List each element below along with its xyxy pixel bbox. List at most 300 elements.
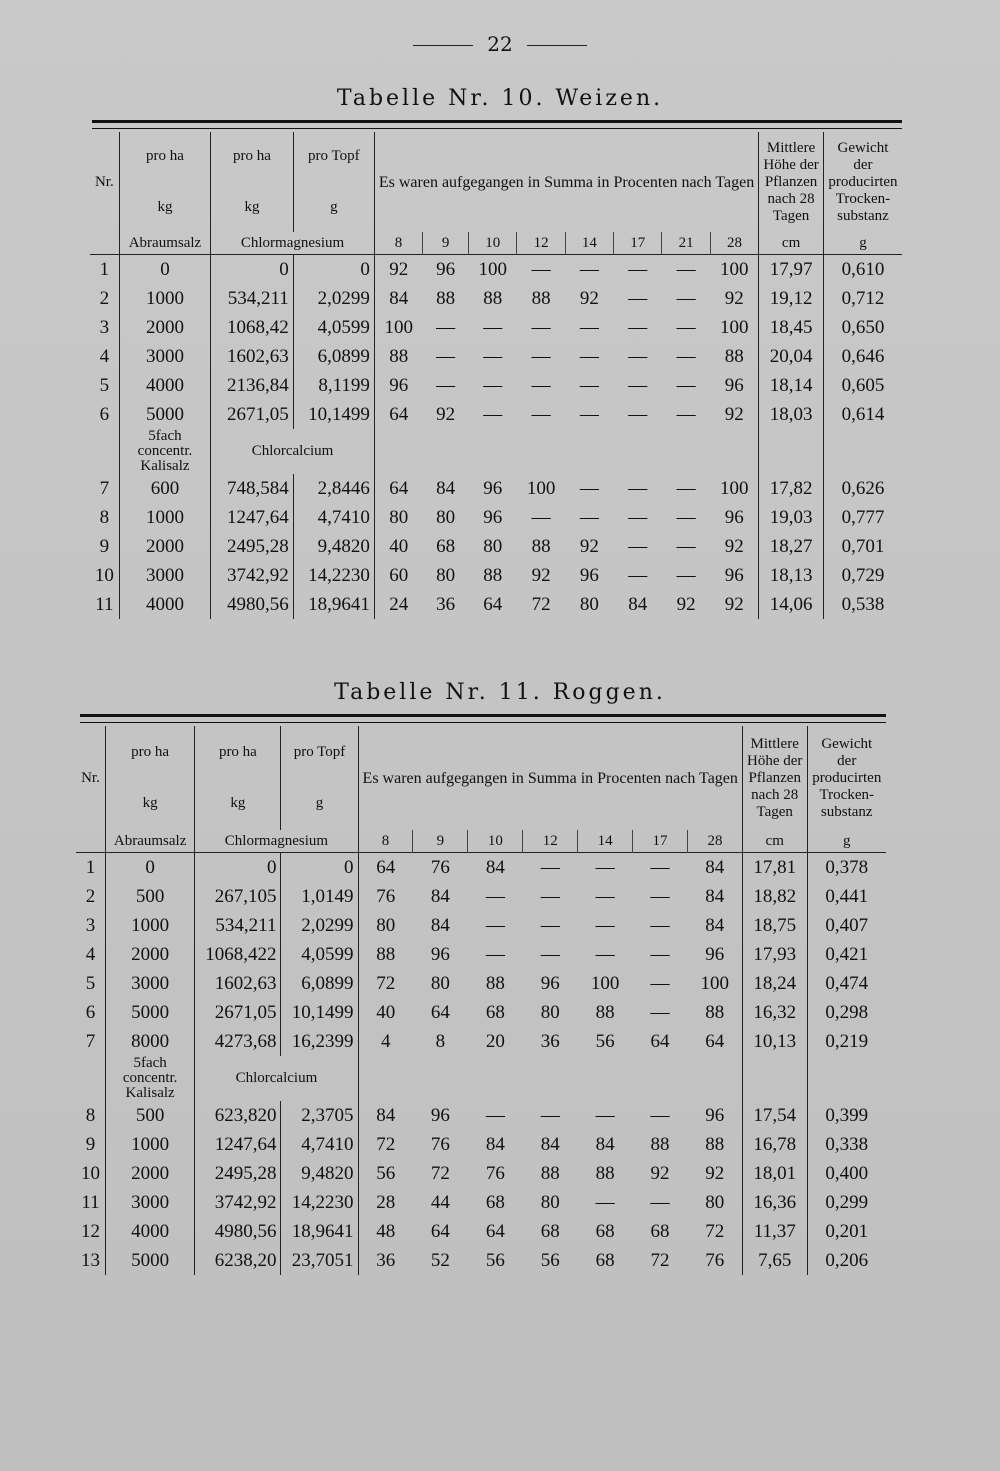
table-row bbox=[90, 400, 902, 429]
table-row bbox=[90, 284, 902, 313]
cell-percent: — bbox=[676, 535, 696, 557]
cell-hoehe: 19,03 bbox=[759, 503, 824, 532]
cell-percent: 88 bbox=[650, 1133, 670, 1155]
row-nr: 4 bbox=[85, 943, 96, 965]
cell-percent: 64 bbox=[374, 474, 422, 503]
table11-title: Tabelle Nr. 11. Roggen. bbox=[334, 680, 666, 705]
table-row bbox=[90, 532, 902, 561]
cell-percent: — bbox=[628, 258, 648, 280]
table-row bbox=[90, 474, 902, 503]
table11 bbox=[76, 726, 886, 1275]
cell-hoehe: 17,82 bbox=[759, 474, 824, 503]
cell-hoehe: 18,01 bbox=[742, 1159, 807, 1188]
cell-percent: 92 bbox=[579, 535, 599, 557]
day-header: 9 bbox=[413, 830, 468, 853]
cell-percent: — bbox=[628, 535, 648, 557]
col-gewicht: Gewicht der producirten Trocken-substanz bbox=[823, 132, 902, 232]
cell-percent: 100 bbox=[478, 258, 507, 280]
cell-hoehe: 18,13 bbox=[759, 561, 824, 590]
row-nr: 12 bbox=[80, 1220, 100, 1242]
cell-percent: — bbox=[650, 885, 670, 907]
cell-percent: 72 bbox=[531, 593, 551, 615]
cell-percent: — bbox=[531, 316, 551, 338]
cell-percent: — bbox=[628, 374, 648, 396]
cell-percent: — bbox=[676, 477, 696, 499]
cell-percent: — bbox=[595, 1104, 615, 1126]
cell-percent: 92 bbox=[724, 535, 744, 557]
cell-gewicht: 0,605 bbox=[823, 371, 902, 400]
cell-hoehe: 17,97 bbox=[759, 255, 824, 285]
row-nr: 5 bbox=[85, 972, 96, 994]
cell-percent: 88 bbox=[724, 345, 744, 367]
cell-percent: 92 bbox=[650, 1162, 670, 1184]
cell-percent: 92 bbox=[436, 403, 456, 425]
cell-gewicht: 0,650 bbox=[823, 313, 902, 342]
cell-pro-topf: 1,0149 bbox=[281, 882, 358, 911]
cell-pro-topf: 18,9641 bbox=[293, 590, 374, 619]
col-hoehe: Mittlere Höhe der Pflanzen nach 28 Tagen bbox=[759, 132, 824, 232]
cell-gewicht: 0,610 bbox=[823, 255, 902, 285]
unit-cm: cm bbox=[742, 830, 807, 853]
cell-pro-topf: 4,7410 bbox=[293, 503, 374, 532]
cell-abraumsalz: 1000 bbox=[105, 911, 194, 940]
cell-percent: 92 bbox=[374, 255, 422, 285]
row-nr: 4 bbox=[99, 345, 110, 367]
row-nr: 8 bbox=[85, 1104, 96, 1126]
cell-percent: — bbox=[628, 403, 648, 425]
cell-percent: 76 bbox=[358, 882, 413, 911]
cell-percent: 84 bbox=[436, 477, 456, 499]
col-pro-topf: pro Topf g bbox=[293, 132, 374, 232]
cell-percent: 96 bbox=[724, 374, 744, 396]
table-row bbox=[76, 911, 886, 940]
table-row bbox=[76, 940, 886, 969]
row-nr: 3 bbox=[99, 316, 110, 338]
cell-percent: 88 bbox=[705, 1133, 725, 1155]
cell-percent: 80 bbox=[579, 593, 599, 615]
cell-abraumsalz: 0 bbox=[119, 255, 211, 285]
col-es-waren: Es waren aufgegangen in Summa in Procenten nach Tagen bbox=[358, 726, 742, 830]
cell-percent: 40 bbox=[374, 532, 422, 561]
cell-percent: 68 bbox=[595, 1220, 615, 1242]
cell-hoehe: 17,54 bbox=[742, 1101, 807, 1130]
cell-percent: 96 bbox=[579, 564, 599, 586]
cell-percent: — bbox=[483, 403, 503, 425]
cell-abraumsalz: 3000 bbox=[105, 969, 194, 998]
cell-hoehe: 18,45 bbox=[759, 313, 824, 342]
cell-percent: 96 bbox=[436, 258, 456, 280]
col-pro-ha-chlormagnesium: pro ha kg bbox=[195, 726, 281, 830]
col-pro-ha-abraumsalz: pro ha kg bbox=[119, 132, 211, 232]
cell-percent: 36 bbox=[358, 1246, 413, 1275]
cell-hoehe: 10,13 bbox=[742, 1027, 807, 1056]
cell-percent: 64 bbox=[650, 1030, 670, 1052]
cell-percent: — bbox=[650, 1001, 670, 1023]
cell-percent: — bbox=[485, 1104, 505, 1126]
cell-percent: — bbox=[595, 943, 615, 965]
cell-hoehe: 17,93 bbox=[742, 940, 807, 969]
cell-pro-ha: 1602,63 bbox=[195, 969, 281, 998]
day-header: 8 bbox=[374, 232, 422, 255]
cell-percent: 88 bbox=[540, 1162, 560, 1184]
table-row bbox=[76, 1159, 886, 1188]
cell-pro-topf: 2,0299 bbox=[293, 284, 374, 313]
row-nr: 5 bbox=[99, 374, 110, 396]
cell-percent: 100 bbox=[720, 316, 749, 338]
cell-pro-ha: 2495,28 bbox=[195, 1159, 281, 1188]
day-header: 10 bbox=[469, 232, 517, 255]
cell-percent: 92 bbox=[676, 593, 696, 615]
label-chlormagnesium: Chlormagnesium bbox=[195, 830, 358, 853]
label-kalisalz: 5fach concentr. Kalisalz bbox=[105, 1056, 194, 1101]
table-row bbox=[90, 342, 902, 371]
cell-percent: 20 bbox=[485, 1030, 505, 1052]
cell-percent: 64 bbox=[430, 1220, 450, 1242]
cell-percent: 28 bbox=[358, 1188, 413, 1217]
cell-percent: 96 bbox=[540, 972, 560, 994]
cell-percent: — bbox=[540, 856, 560, 878]
cell-percent: — bbox=[579, 477, 599, 499]
cell-percent: — bbox=[436, 374, 456, 396]
cell-percent: 4 bbox=[358, 1027, 413, 1056]
col-hoehe: Mittlere Höhe der Pflanzen nach 28 Tagen bbox=[742, 726, 807, 830]
table-row bbox=[76, 1130, 886, 1159]
cell-percent: 80 bbox=[540, 1191, 560, 1213]
cell-gewicht: 0,614 bbox=[823, 400, 902, 429]
table-row bbox=[76, 882, 886, 911]
cell-percent: 80 bbox=[436, 564, 456, 586]
cell-gewicht: 0,729 bbox=[823, 561, 902, 590]
cell-percent: — bbox=[579, 506, 599, 528]
cell-abraumsalz: 500 bbox=[105, 1101, 194, 1130]
cell-percent: — bbox=[595, 1191, 615, 1213]
cell-hoehe: 18,75 bbox=[742, 911, 807, 940]
cell-percent: 92 bbox=[724, 403, 744, 425]
row-nr: 2 bbox=[99, 287, 110, 309]
cell-percent: 68 bbox=[485, 1191, 505, 1213]
cell-pro-ha: 4273,68 bbox=[195, 1027, 281, 1056]
cell-percent: 36 bbox=[436, 593, 456, 615]
cell-pro-topf: 23,7051 bbox=[281, 1246, 358, 1275]
cell-abraumsalz: 600 bbox=[119, 474, 211, 503]
label-chlorcalcium: Chlorcalcium bbox=[195, 1056, 358, 1101]
day-header: 17 bbox=[614, 232, 662, 255]
row-nr: 8 bbox=[99, 506, 110, 528]
cell-abraumsalz: 1000 bbox=[105, 1130, 194, 1159]
cell-percent: — bbox=[650, 914, 670, 936]
day-header: 12 bbox=[523, 830, 578, 853]
cell-percent: 88 bbox=[595, 1001, 615, 1023]
cell-percent: — bbox=[676, 316, 696, 338]
cell-percent: — bbox=[650, 972, 670, 994]
cell-percent: 100 bbox=[374, 313, 422, 342]
table-row bbox=[76, 1188, 886, 1217]
day-header: 17 bbox=[633, 830, 688, 853]
cell-percent: — bbox=[595, 914, 615, 936]
cell-hoehe: 18,03 bbox=[759, 400, 824, 429]
cell-pro-ha: 1068,42 bbox=[211, 313, 294, 342]
row-nr: 13 bbox=[80, 1249, 100, 1271]
cell-percent: 100 bbox=[526, 477, 556, 499]
cell-percent: 72 bbox=[358, 1130, 413, 1159]
col-gewicht: Gewicht der producirten Trocken-substanz bbox=[807, 726, 886, 830]
cell-abraumsalz: 2000 bbox=[105, 1159, 194, 1188]
row-nr: 6 bbox=[99, 403, 110, 425]
cell-abraumsalz: 0 bbox=[105, 853, 194, 883]
row-nr: 11 bbox=[95, 593, 114, 615]
cell-percent: — bbox=[485, 885, 505, 907]
day-header: 14 bbox=[565, 232, 613, 255]
cell-percent: — bbox=[483, 345, 503, 367]
col-pro-ha-chlormagnesium: pro ha kg bbox=[211, 132, 294, 232]
cell-percent: 68 bbox=[540, 1220, 560, 1242]
cell-percent: 84 bbox=[705, 856, 725, 878]
cell-percent: 80 bbox=[483, 535, 503, 557]
cell-pro-topf: 2,3705 bbox=[281, 1101, 358, 1130]
cell-percent: 88 bbox=[358, 940, 413, 969]
cell-pro-ha: 1247,64 bbox=[195, 1130, 281, 1159]
unit-g: g bbox=[807, 830, 886, 853]
cell-hoehe: 7,65 bbox=[742, 1246, 807, 1275]
cell-abraumsalz: 1000 bbox=[119, 503, 211, 532]
cell-percent: 72 bbox=[358, 969, 413, 998]
day-header: 14 bbox=[578, 830, 633, 853]
cell-gewicht: 0,474 bbox=[807, 969, 886, 998]
cell-percent: 80 bbox=[374, 503, 422, 532]
cell-abraumsalz: 5000 bbox=[105, 1246, 194, 1275]
cell-percent: 56 bbox=[595, 1030, 615, 1052]
cell-percent: 88 bbox=[705, 1001, 725, 1023]
cell-percent: 76 bbox=[705, 1249, 725, 1271]
cell-percent: 88 bbox=[374, 342, 422, 371]
cell-percent: 64 bbox=[483, 593, 503, 615]
cell-percent: 80 bbox=[540, 1001, 560, 1023]
table-row bbox=[90, 255, 902, 285]
cell-percent: — bbox=[676, 374, 696, 396]
cell-percent: — bbox=[676, 287, 696, 309]
cell-abraumsalz: 3000 bbox=[119, 342, 211, 371]
cell-gewicht: 0,441 bbox=[807, 882, 886, 911]
cell-pro-topf: 6,0899 bbox=[281, 969, 358, 998]
unit-cm: cm bbox=[759, 232, 824, 255]
cell-percent: 84 bbox=[358, 1101, 413, 1130]
table-row bbox=[76, 1101, 886, 1130]
col-pro-ha-abraumsalz: pro ha kg bbox=[105, 726, 194, 830]
cell-pro-topf: 2,0299 bbox=[281, 911, 358, 940]
day-header: 28 bbox=[710, 232, 758, 255]
row-nr: 3 bbox=[85, 914, 96, 936]
cell-percent: 100 bbox=[720, 258, 749, 280]
cell-pro-topf: 10,1499 bbox=[293, 400, 374, 429]
cell-abraumsalz: 2000 bbox=[105, 940, 194, 969]
page-number: 22 bbox=[0, 32, 1000, 56]
cell-hoehe: 14,06 bbox=[759, 590, 824, 619]
label-chlorcalcium: Chlorcalcium bbox=[211, 429, 375, 474]
col-nr-header: Nr. bbox=[94, 173, 114, 190]
cell-abraumsalz: 5000 bbox=[105, 998, 194, 1027]
label-kalisalz: 5fach concentr. Kalisalz bbox=[119, 429, 211, 474]
cell-percent: 68 bbox=[595, 1249, 615, 1271]
cell-gewicht: 0,646 bbox=[823, 342, 902, 371]
cell-percent: 56 bbox=[485, 1249, 505, 1271]
cell-percent: 56 bbox=[358, 1159, 413, 1188]
cell-percent: — bbox=[676, 258, 696, 280]
table-row bbox=[76, 853, 886, 883]
cell-percent: 96 bbox=[705, 943, 725, 965]
cell-percent: 68 bbox=[436, 535, 456, 557]
label-chlormagnesium: Chlormagnesium bbox=[211, 232, 375, 255]
cell-percent: — bbox=[650, 856, 670, 878]
cell-percent: 64 bbox=[705, 1030, 725, 1052]
cell-pro-topf: 8,1199 bbox=[293, 371, 374, 400]
cell-gewicht: 0,777 bbox=[823, 503, 902, 532]
table10-title: Tabelle Nr. 10. Weizen. bbox=[336, 86, 664, 111]
cell-percent: 24 bbox=[374, 590, 422, 619]
label-abraumsalz: Abraumsalz bbox=[105, 830, 194, 853]
row-nr: 11 bbox=[81, 1191, 100, 1213]
col-es-waren: Es waren aufgegangen in Summa in Procenten nach Tagen bbox=[374, 132, 758, 232]
cell-gewicht: 0,378 bbox=[807, 853, 886, 883]
cell-percent: — bbox=[595, 885, 615, 907]
cell-percent: — bbox=[579, 403, 599, 425]
cell-percent: — bbox=[531, 345, 551, 367]
cell-percent: 84 bbox=[705, 914, 725, 936]
cell-gewicht: 0,626 bbox=[823, 474, 902, 503]
cell-percent: 96 bbox=[430, 943, 450, 965]
cell-percent: — bbox=[483, 374, 503, 396]
cell-percent: 96 bbox=[483, 477, 503, 499]
table-row bbox=[90, 313, 902, 342]
cell-percent: 88 bbox=[483, 287, 503, 309]
col-pro-topf: pro Topf g bbox=[281, 726, 358, 830]
cell-abraumsalz: 5000 bbox=[119, 400, 211, 429]
cell-percent: 64 bbox=[374, 400, 422, 429]
cell-percent: 36 bbox=[540, 1030, 560, 1052]
cell-percent: 92 bbox=[724, 287, 744, 309]
cell-percent: 8 bbox=[435, 1030, 446, 1052]
cell-abraumsalz: 500 bbox=[105, 882, 194, 911]
cell-percent: 64 bbox=[430, 1001, 450, 1023]
table-row bbox=[76, 1217, 886, 1246]
cell-percent: — bbox=[540, 914, 560, 936]
cell-pro-topf: 0 bbox=[281, 853, 358, 883]
cell-pro-ha: 4980,56 bbox=[211, 590, 294, 619]
cell-percent: 92 bbox=[531, 564, 551, 586]
cell-percent: 96 bbox=[374, 371, 422, 400]
cell-pro-topf: 9,4820 bbox=[293, 532, 374, 561]
cell-percent: 72 bbox=[430, 1162, 450, 1184]
cell-pro-ha: 2671,05 bbox=[211, 400, 294, 429]
cell-percent: 88 bbox=[483, 564, 503, 586]
cell-percent: — bbox=[676, 403, 696, 425]
cell-percent: 100 bbox=[590, 972, 620, 994]
cell-abraumsalz: 4000 bbox=[119, 590, 211, 619]
row-nr: 2 bbox=[85, 885, 96, 907]
cell-percent: 84 bbox=[628, 593, 648, 615]
cell-percent: 84 bbox=[595, 1133, 615, 1155]
cell-gewicht: 0,701 bbox=[823, 532, 902, 561]
cell-percent: — bbox=[531, 506, 551, 528]
cell-percent: — bbox=[628, 316, 648, 338]
cell-percent: 44 bbox=[430, 1191, 450, 1213]
cell-percent: 56 bbox=[540, 1249, 560, 1271]
cell-hoehe: 18,14 bbox=[759, 371, 824, 400]
col-nr-header: Nr. bbox=[81, 769, 100, 786]
cell-percent: 84 bbox=[430, 885, 450, 907]
cell-pro-topf: 0 bbox=[293, 255, 374, 285]
cell-percent: — bbox=[483, 316, 503, 338]
cell-percent: 100 bbox=[700, 972, 729, 994]
cell-percent: — bbox=[676, 564, 696, 586]
cell-pro-topf: 6,0899 bbox=[293, 342, 374, 371]
cell-gewicht: 0,219 bbox=[807, 1027, 886, 1056]
table-row bbox=[90, 503, 902, 532]
cell-percent: 88 bbox=[595, 1162, 615, 1184]
cell-percent: 100 bbox=[720, 477, 749, 499]
cell-gewicht: 0,299 bbox=[807, 1188, 886, 1217]
row-nr: 7 bbox=[85, 1030, 96, 1052]
cell-percent: 76 bbox=[485, 1162, 505, 1184]
cell-pro-topf: 4,0599 bbox=[293, 313, 374, 342]
cell-percent: 68 bbox=[650, 1220, 670, 1242]
cell-abraumsalz: 3000 bbox=[119, 561, 211, 590]
day-header: 21 bbox=[662, 232, 710, 255]
cell-abraumsalz: 3000 bbox=[105, 1188, 194, 1217]
day-header: 10 bbox=[468, 830, 523, 853]
cell-gewicht: 0,399 bbox=[807, 1101, 886, 1130]
cell-percent: 92 bbox=[579, 287, 599, 309]
cell-percent: 88 bbox=[531, 287, 551, 309]
cell-hoehe: 17,81 bbox=[742, 853, 807, 883]
cell-pro-ha: 1068,422 bbox=[195, 940, 281, 969]
cell-percent: 80 bbox=[430, 972, 450, 994]
cell-hoehe: 16,36 bbox=[742, 1188, 807, 1217]
cell-percent: 48 bbox=[358, 1217, 413, 1246]
row-nr: 1 bbox=[99, 258, 110, 280]
cell-gewicht: 0,407 bbox=[807, 911, 886, 940]
cell-percent: — bbox=[628, 564, 648, 586]
cell-percent: 96 bbox=[430, 1104, 450, 1126]
cell-pro-ha: 6238,20 bbox=[195, 1246, 281, 1275]
cell-percent: 60 bbox=[374, 561, 422, 590]
cell-abraumsalz: 2000 bbox=[119, 532, 211, 561]
cell-hoehe: 19,12 bbox=[759, 284, 824, 313]
cell-pro-ha: 4980,56 bbox=[195, 1217, 281, 1246]
row-nr: 9 bbox=[85, 1133, 96, 1155]
cell-pro-ha: 3742,92 bbox=[211, 561, 294, 590]
cell-percent: — bbox=[531, 258, 551, 280]
cell-percent: 84 bbox=[430, 914, 450, 936]
cell-pro-topf: 9,4820 bbox=[281, 1159, 358, 1188]
cell-percent: 88 bbox=[531, 535, 551, 557]
cell-percent: — bbox=[579, 345, 599, 367]
cell-percent: 64 bbox=[358, 853, 413, 883]
cell-percent: 76 bbox=[430, 856, 450, 878]
day-header: 8 bbox=[358, 830, 413, 853]
cell-percent: 76 bbox=[430, 1133, 450, 1155]
cell-pro-ha: 1247,64 bbox=[211, 503, 294, 532]
cell-abraumsalz: 4000 bbox=[119, 371, 211, 400]
cell-percent: 96 bbox=[483, 506, 503, 528]
row-nr: 10 bbox=[80, 1162, 100, 1184]
day-header: 9 bbox=[423, 232, 469, 255]
table10 bbox=[90, 132, 902, 619]
cell-percent: 84 bbox=[485, 856, 505, 878]
cell-hoehe: 18,24 bbox=[742, 969, 807, 998]
cell-gewicht: 0,298 bbox=[807, 998, 886, 1027]
cell-percent: — bbox=[628, 345, 648, 367]
cell-percent: — bbox=[650, 1104, 670, 1126]
